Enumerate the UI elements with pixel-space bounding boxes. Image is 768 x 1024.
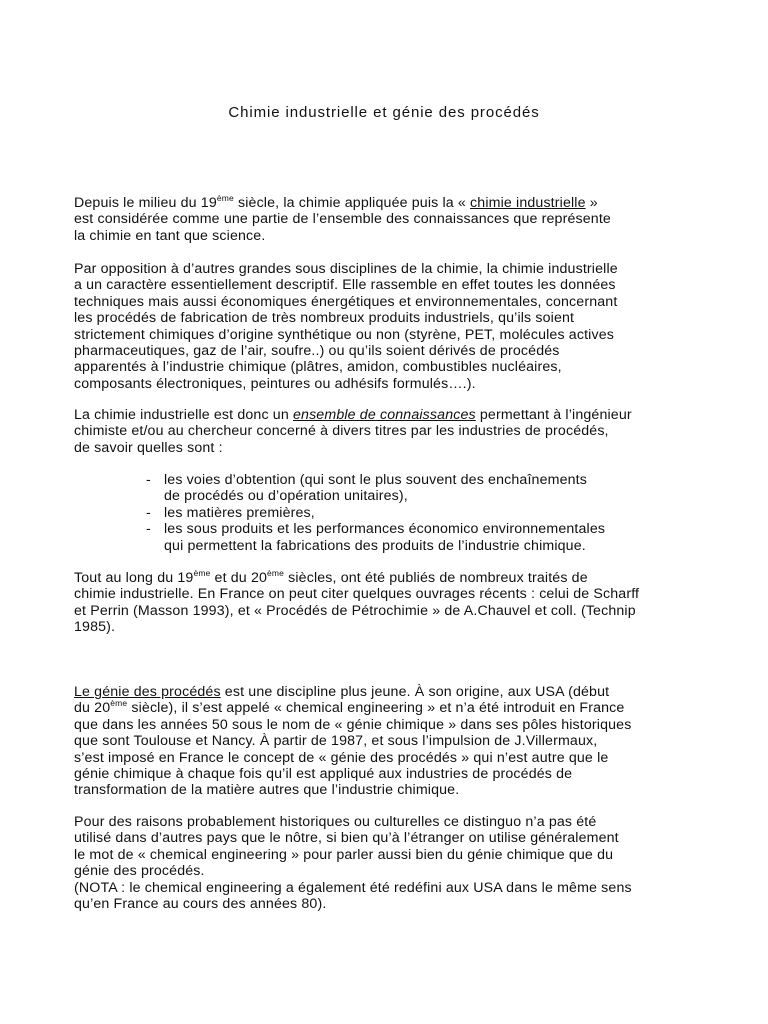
list-item: - les sous produits et les performances économico environnementales qui permettent la fabrications des produits de l’industrie chimique. [146, 521, 606, 554]
text-line: chimie industrielle. En France on peut citer quelques ouvrages récents : celui de Scharff [74, 586, 640, 603]
text-line: 1985). [74, 619, 116, 636]
text-line: techniques mais aussi économiques énergétiques et environnementales, concernant [74, 293, 618, 310]
text-line: Par opposition à d’autres grandes sous disciplines de la chimie, la chimie industrielle [74, 261, 618, 277]
paragraph-genie-des-procedes [74, 684, 714, 799]
list-item: - les voies d’obtention (qui sont le plus souvent des enchaînements de procédés ou d’opération unitaires), [146, 472, 588, 505]
text-line: chimiste et/ou au chercheur concerné à divers titres par les industries de procédés, [74, 423, 609, 440]
text-line: La chimie industrielle est donc un ensemble de connaissances permettant à l’ingénieur [74, 407, 632, 423]
emphasis-ensemble-de-connaissances: ensemble de connaissances [292, 407, 476, 423]
text-line: la chimie en tant que science. [74, 227, 266, 244]
paragraph-description [74, 261, 714, 392]
list-item: - les matières premières, [146, 504, 315, 521]
text-line: s’est imposé en France le concept de « génie des procédés » qui n’est autre que le [74, 749, 609, 766]
text-line: et Perrin (Masson 1993), et « Procédés de Pétrochimie » de A.Chauvel et coll. (Technip [74, 602, 636, 619]
text-line: le mot de « chemical engineering » pour parler aussi bien du génie chimique que du [74, 846, 614, 863]
text-line: composants électroniques, peintures ou adhésifs formulés….). [74, 375, 476, 392]
dash-bullet: - [146, 521, 151, 538]
text-line: Le génie des procédés est une discipline plus jeune. À son origine, aux USA (début [74, 684, 610, 700]
text-line: que dans les années 50 sous le nom de « génie chimique » dans ses pôles historiques [74, 716, 632, 733]
text-line: est considérée comme une partie de l’ensemble des connaissances que représente [74, 211, 611, 228]
text-line: a un caractère essentiellement descriptif. Elle rassemble en effet toutes les données [74, 277, 616, 294]
text-line: Tout au long du 19ème et du 20ème siècles, ont été publiés de nombreux traités de [74, 568, 588, 586]
text-line: Pour des raisons probablement historiques ou culturelles ce distinguo n’a pas été [74, 814, 597, 830]
text-line: strictement chimiques d’origine synthétique ou non (styrène, PET, molécules actives [74, 326, 615, 343]
dash-bullet: - [146, 504, 151, 521]
paragraph-ensemble [74, 407, 714, 456]
text-line: que sont Toulouse et Nancy. À partir de 1987, et sous l’impulsion de J.Villermaux, [74, 733, 598, 750]
text-line: Depuis le milieu du 19ème siècle, la chimie appliquée puis la « chimie industrielle » [74, 193, 598, 211]
text-line: génie chimique à chaque fois qu’il est appliqué aux industries de procédés de [74, 765, 573, 782]
text-line: qu’en France au cours des années 80). [74, 895, 327, 912]
link-chimie-industrielle: chimie industrielle [470, 195, 586, 211]
paragraph-traites [74, 570, 714, 636]
link-genie-des-procedes: Le génie des procédés [74, 684, 221, 700]
text-line: de savoir quelles sont : [74, 439, 223, 456]
text-line: du 20ème siècle), il s’est appelé « chemical engineering » et n’a été introduit en France [74, 698, 625, 717]
text-line: pharmaceutiques, gaz de l’air, soufre..) ou qu’ils soient dérivés de procédés [74, 342, 560, 359]
document-title: Chimie industrielle et génie des procédés [228, 104, 540, 121]
paragraph-intro [74, 195, 714, 244]
text-line: apparentés à l’industrie chimique (plâtres, amidon, combustibles nucléaires, [74, 359, 562, 376]
text-line: génie des procédés. [74, 863, 205, 880]
text-line: utilisé dans d’autres pays que le nôtre, si bien qu’à l’étranger on utilise généralement [74, 830, 619, 847]
text-line: (NOTA : le chemical engineering a également été redéfini aux USA dans le même sens [74, 879, 632, 896]
text-line: les procédés de fabrication de très nombreux produits industriels, qu’ils soient [74, 310, 575, 327]
text-line: transformation de la matière autres que l’industrie chimique. [74, 782, 460, 799]
bullet-list [146, 472, 726, 554]
paragraph-distinguo [74, 814, 714, 912]
dash-bullet: - [146, 472, 151, 488]
